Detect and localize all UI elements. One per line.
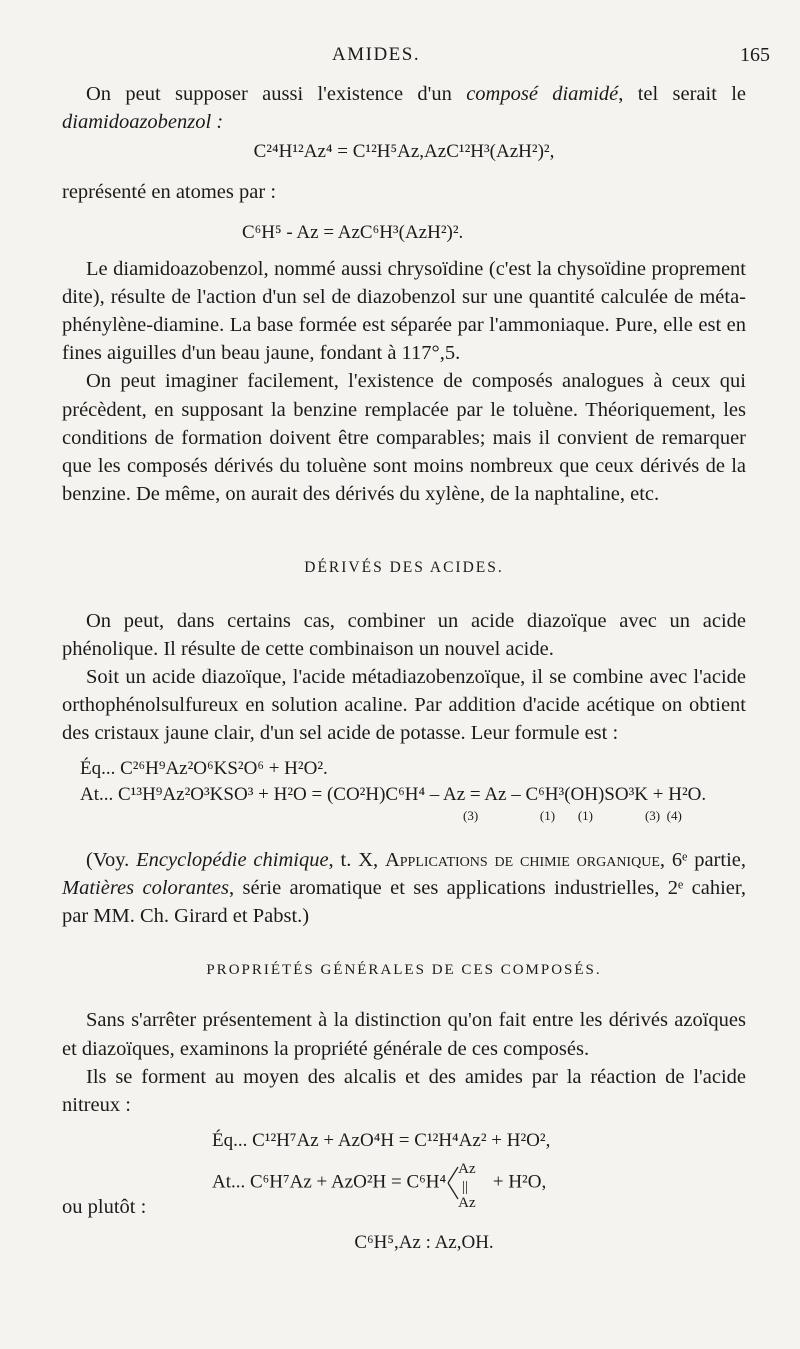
small-caps-text: Applications de chimie organique (384, 848, 660, 871)
equation-numbering: (3) (1) (1) (3) (4) (398, 807, 682, 823)
page-number: 165 (740, 44, 770, 66)
azo-atom-top: Az (458, 1161, 476, 1178)
equation-at: At... C¹³H⁹Az²O³KSO³ + H²O = (CO²H)C⁶H⁴ – Az = Az – C⁶H³(OH)SO³K + H²O. (80, 783, 707, 805)
paragraph-diazo-acid: On peut, dans certains cas, combiner un acide diazoïque avec un acide phénolique. Il résulte de cette combinaison un nouvel acide. (62, 609, 746, 660)
paragraph-atoms: représenté en atomes par : (62, 181, 277, 204)
section-heading-properties: PROPRIÉTÉS GÉNÉRALES DE CES COMPOSÉS. (206, 962, 602, 979)
paragraph-azo-diazo: Sans s'arrêter présentement à la distinction qu'on fait entre les dérivés azoïques et diazoïques, examinons la propriété générale de ces composés. (62, 1009, 746, 1060)
paragraph-toluene: On peut imaginer facilement, l'existence de composés analogues à ceux qui précèdent, en supposant la benzine remplacée par le toluène. Théoriquement, les conditions de formation doivent être comparables; mais il convient de remarquer que les composés dérivés du toluène sont moins nombreux que ceux dérivés de la benzine. De même, on aurait des dérivés du xylène, de la naphtaline, etc. (62, 370, 746, 506)
text-span: , 6ᵉ partie, (659, 848, 746, 871)
emphasis-text: composé diamidé (466, 83, 619, 105)
text-span: On peut supposer aussi l'existence d'un (86, 83, 467, 105)
formula-atoms: C⁶H⁵ - Az = AzC⁶H³(AzH²)². (242, 221, 464, 243)
emphasis-text: Matières colorantes (62, 876, 230, 899)
text-span: , série aromatique et ses applications industrielles, 2ᵉ cahier, par MM. Ch. Girard et Pabst.) (62, 876, 746, 928)
azo-double-bond: || (462, 1179, 469, 1196)
azo-atom-bottom: Az (458, 1195, 476, 1212)
page-header (0, 44, 800, 74)
equation-part: At... C⁶H⁷Az + AzO²H = C⁶H⁴ (212, 1171, 447, 1193)
section-heading-acids: DÉRIVÉS DES ACIDES. (304, 559, 504, 577)
page-body (62, 80, 746, 1257)
emphasis-text: diamidoazobenzol : (62, 111, 224, 134)
formula-final: C⁶H⁵,Az : Az,OH. (354, 1232, 494, 1254)
text-span: (Voy. (86, 848, 137, 871)
paragraph-metadiazobenzoic: Soit un acide diazoïque, l'acide métadiazobenzoïque, il se combine avec l'acide orthophénolsulfureux en solution acaline. Par addition d'acide acétique on obtient des cristaux jaune clair, d'un sel acide de potasse. Leur formule est : (62, 666, 746, 745)
equation-part: + H²O, (492, 1171, 547, 1193)
running-title: AMIDES. (332, 44, 421, 65)
paragraph-or-rather: ou plutôt : (62, 1196, 147, 1219)
equation-eq: Éq... C²⁶H⁹Az²O⁶KS²O⁶ + H²O². (80, 757, 328, 779)
text-span: , tel serait le (618, 83, 747, 105)
equation-eq-nitrous: Éq... C¹²H⁷Az + AzO⁴H = C¹²H⁴Az² + H²O², (212, 1130, 551, 1152)
paragraph-diamide (62, 80, 746, 136)
paragraph-reference (62, 846, 746, 931)
text-span: , t. X, (328, 848, 385, 871)
paragraph-formation: Ils se forment au moyen des alcalis et des amides par la réaction de l'acide nitreux : (62, 1065, 746, 1117)
emphasis-text: Encyclopédie chimique (136, 848, 329, 871)
azo-bond-structure (446, 1159, 488, 1212)
paragraph-chrysoidine: Le diamidoazobenzol, nommé aussi chrysoïdine (c'est la chysoïdine proprement dite), résulte de l'action d'un sel de diazobenzol sur une quantité calculée de méta-phénylène-diamine. La base formée est séparée par l'ammoniaque. Pure, elle est en fines aiguilles d'un beau jaune, fondant à 117°,5. (62, 257, 746, 365)
equation-block (80, 756, 746, 824)
formula-diamidoazobenzol: C²⁴H¹²Az⁴ = C¹²H⁵Az,AzC¹²H³(AzH²)², (253, 141, 555, 163)
